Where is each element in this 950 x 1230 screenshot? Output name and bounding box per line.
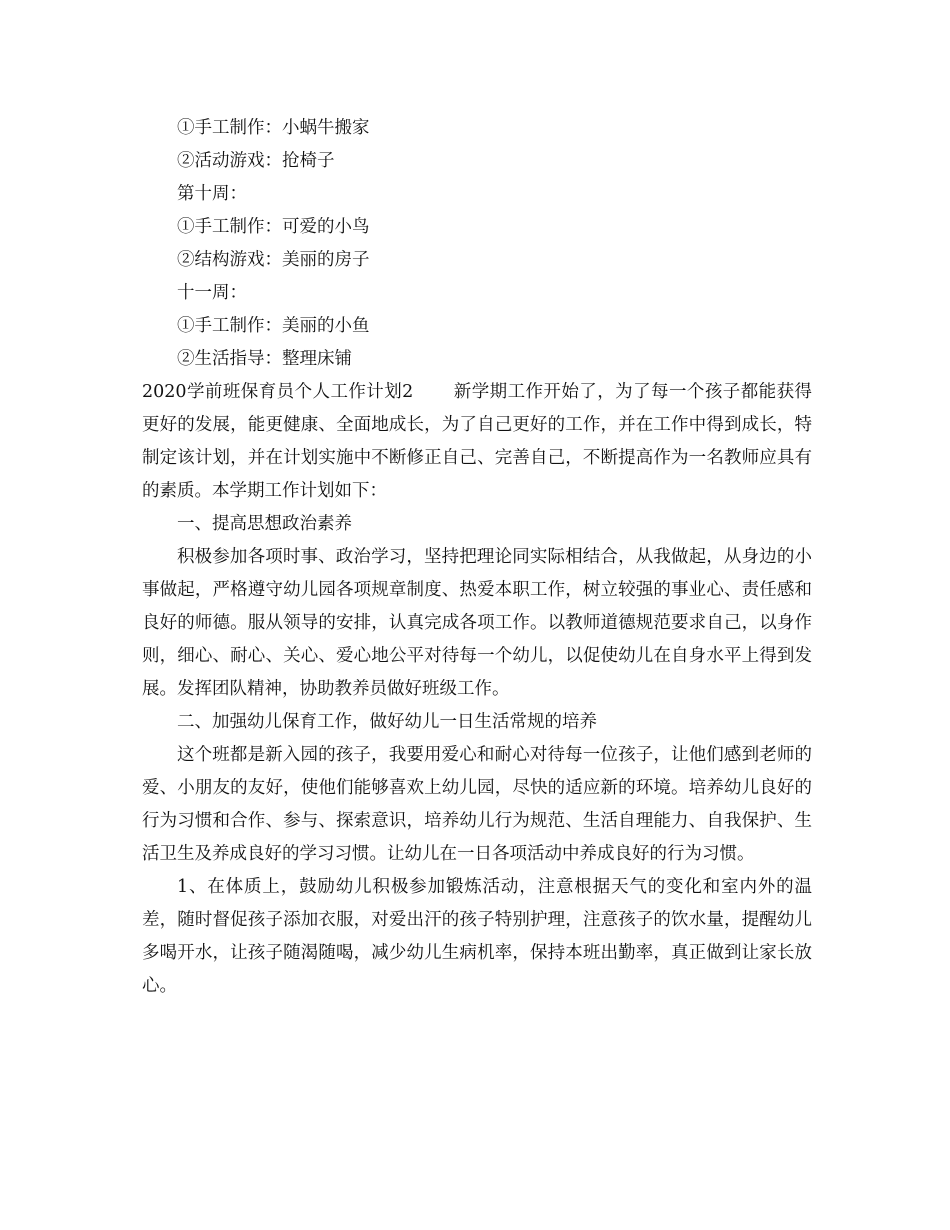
- week-heading: 第十周：: [177, 184, 247, 204]
- activity-line: ①手工制作：美丽的小鱼: [177, 316, 370, 336]
- plan-intro: 新学期工作开始了，为了每一个孩子都能获得更好的发展，能更健康、全面地成长，为了自己更好的工作，并在工作中得到成长，特制定该计划，并在计划实施中不断修正自己、完善自己，不断提高作为一名教师应具有的素质。本学期工作计划如下：: [142, 382, 813, 501]
- week-heading: 十一周：: [177, 283, 247, 303]
- activity-line: ①手工制作：可爱的小鸟: [177, 217, 370, 237]
- plan-title: 2020学前班保育员个人工作计划2: [142, 382, 414, 402]
- section-paragraph: 这个班都是新入园的孩子，我要用爱心和耐心对待每一位孩子，让他们感到老师的爱、小朋友的友好，使他们能够喜欢上幼儿园，尽快的适应新的环境。培养幼儿良好的行为习惯和合作、参与、探索意识，培养幼儿行为规范、生活自理能力、自我保护、生活卫生及养成良好的学习习惯。让幼儿在一日各项活动中养成良好的行为习惯。: [142, 745, 812, 864]
- activity-line: ②活动游戏：抢椅子: [177, 151, 335, 171]
- section-heading: 二、加强幼儿保育工作，做好幼儿一日生活常规的培养: [177, 712, 597, 732]
- section-paragraph: 积极参加各项时事、政治学习，坚持把理论同实际相结合，从我做起，从身边的小事做起，严格遵守幼儿园各项规章制度、热爱本职工作，树立较强的事业心、责任感和良好的师德。服从领导的安排，认真完成各项工作。以教师道德规范要求自己，以身作则，细心、耐心、关心、爱心地公平对待每一个幼儿，以促使幼儿在自身水平上得到发展。发挥团队精神，协助教养员做好班级工作。: [142, 547, 812, 699]
- plan-intro-paragraph: [142, 376, 812, 508]
- activity-line: ②结构游戏：美丽的房子: [177, 250, 370, 270]
- activity-line: ②生活指导：整理床铺: [177, 349, 352, 369]
- activity-line: ①手工制作：小蜗牛搬家: [177, 118, 370, 138]
- item-paragraph: 1、在体质上，鼓励幼儿积极参加锻炼活动，注意根据天气的变化和室内外的温差，随时督促孩子添加衣服，对爱出汗的孩子特别护理，注意孩子的饮水量，提醒幼儿多喝开水，让孩子随渴随喝，减少幼儿生病机率，保持本班出勤率，真正做到让家长放心。: [142, 877, 812, 996]
- document-body: [142, 112, 812, 1003]
- section-heading: 一、提高思想政治素养: [177, 514, 352, 534]
